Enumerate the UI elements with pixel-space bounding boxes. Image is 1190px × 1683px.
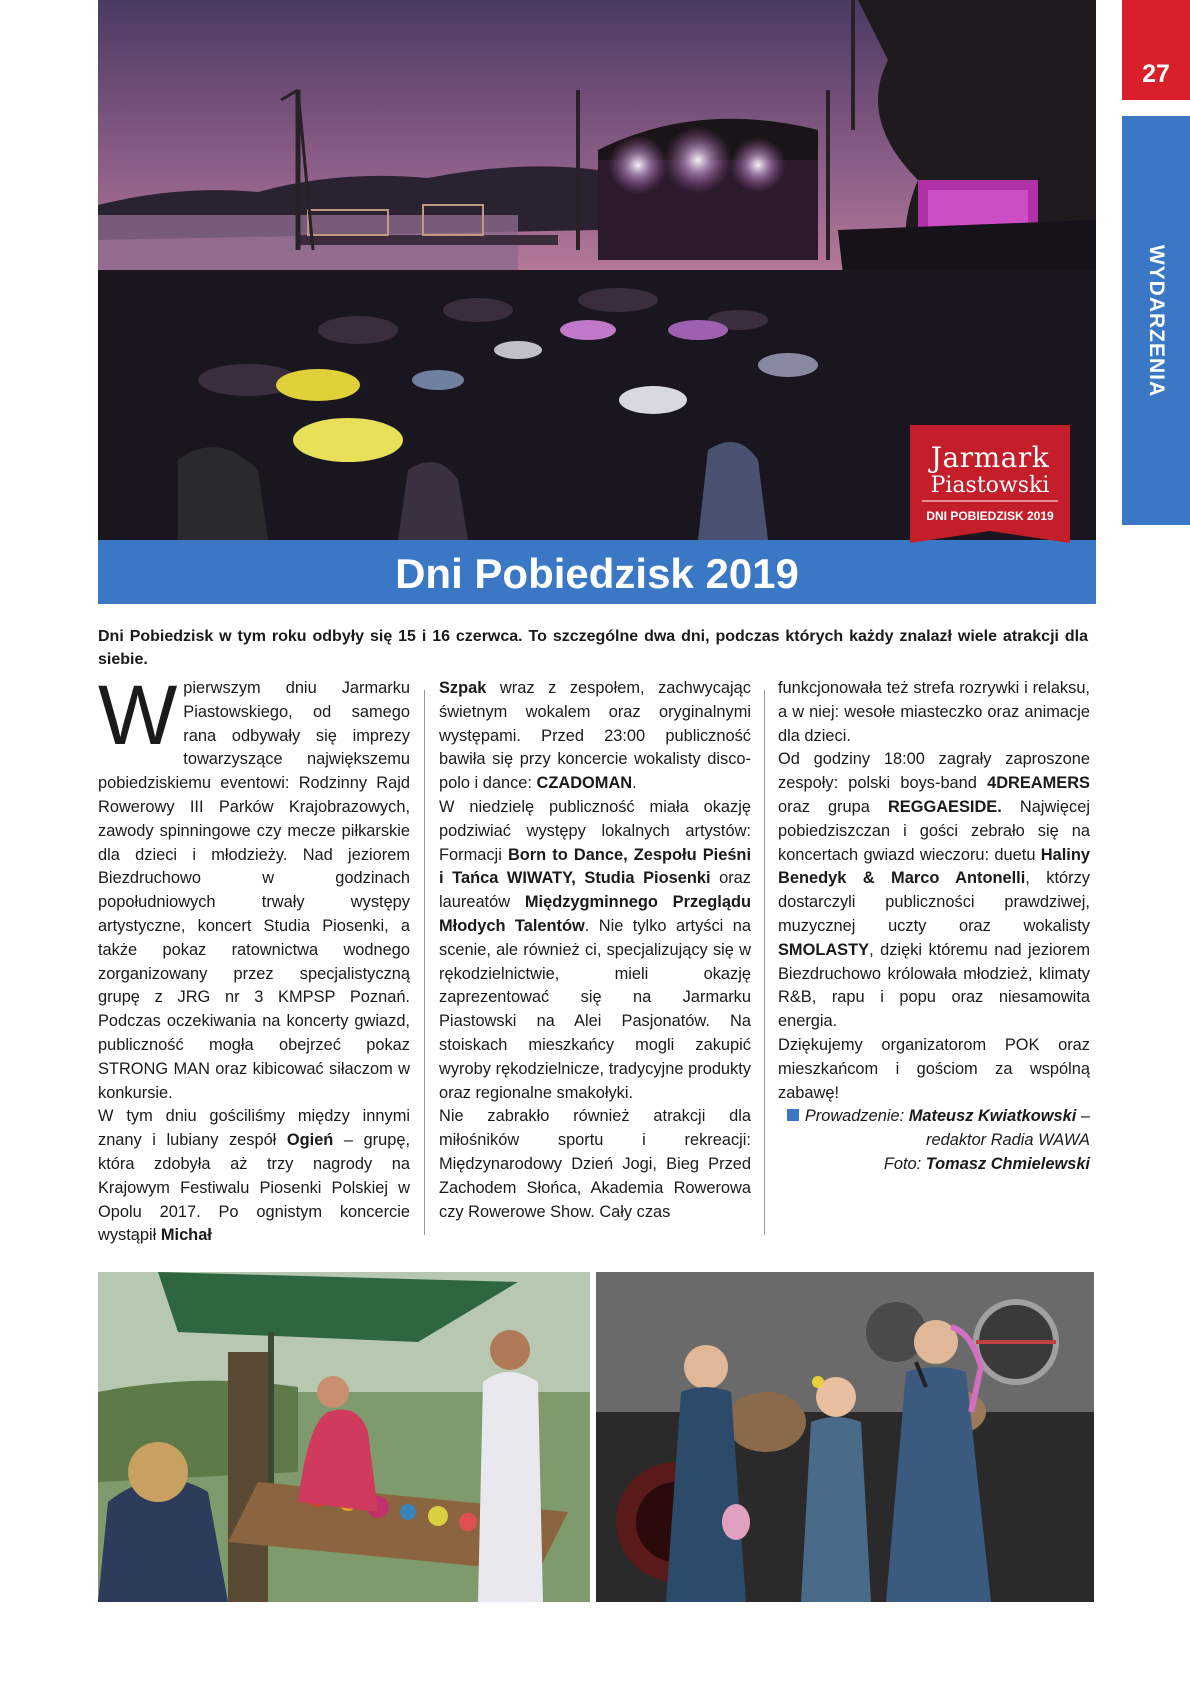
column-divider (764, 690, 765, 1235)
text: , dzięki któremu nad jeziorem Biezdruchowo królowała młodzież, klimaty R&B, rapu i popu oraz niesamowita energia. (778, 940, 1090, 1031)
paragraph: Dziękujemy organizatorom POK oraz mieszkańcom i gościom za wspólną zabawę! (778, 1035, 1090, 1102)
text: Od godziny 18:00 zagrały zaproszone zespoły: polski boys-band (778, 750, 1090, 793)
article-column-3 (778, 677, 1090, 1177)
article-title: Dni Pobiedzisk 2019 (395, 550, 799, 597)
group-names: Born to Dance, Zespołu Pieśni i Tańca WIWATY, Studia Piosenki (439, 845, 751, 888)
square-bullet-icon (787, 1109, 799, 1121)
contest-name: Międzygminnego Przeglądu Młodych Talentów (439, 893, 751, 935)
credit-label: Prowadzenie: (804, 1107, 909, 1126)
paragraph (778, 748, 1090, 1034)
artist-name: SMOLASTY (778, 940, 870, 959)
band-name: Ogień (286, 1131, 334, 1150)
text: wraz z zespołem, zachwycając świetnym wokalem oraz oryginalnymi występami. Przed 23:00 publiczność bawiła się przy koncercie wokalisty disco-polo i dance: (439, 679, 751, 793)
text: . Nie tylko artyści na scenie, ale również ci, specjalizujący się w rękodzielnictwie, mieli okazję zaprezentować się na Jarmarku Piastowski na Alei Pasjonatów. Na stoiskach mieszkańcy mogli zakupić wyroby rękodzielnicze, tradycyjne produkty oraz regionalne smakołyki. (439, 916, 752, 1102)
band-name: 4DREAMERS (987, 774, 1090, 793)
column-divider (424, 690, 425, 1235)
paragraph (98, 1105, 410, 1248)
text: oraz laureatów (439, 869, 751, 912)
photo-children-singers (596, 1272, 1094, 1602)
text: oraz grupa (778, 797, 888, 816)
artist-name: Szpak (439, 679, 487, 697)
text: Najwięcej pobiedziszczan i gości zebrało się na koncertach gwiazd wieczoru: duetu (778, 797, 1090, 864)
text: – (1076, 1107, 1090, 1126)
author-role: redaktor Radia WAWA (926, 1131, 1090, 1150)
jarmark-piastowski-logo (910, 425, 1070, 555)
text: . (632, 774, 637, 793)
artist-name: Haliny Benedyk & Marco Antonelli (778, 845, 1090, 888)
article-column-2 (439, 677, 751, 1224)
text: , którzy dostarczyli publiczności prawdziwej, muzycznej uczty oraz wokalisty (778, 869, 1090, 935)
badge-line3: DNI POBIEDZISK 2019 (926, 509, 1054, 523)
paragraph (439, 677, 751, 796)
credit-label: Foto: (883, 1154, 926, 1173)
lead-paragraph: Dni Pobiedzisk w tym roku odbyły się 15 i 16 czerwca. To szczególne dwa dni, podczas których każdy znalazł wiele atrakcji dla siebie. (98, 628, 1088, 668)
paragraph: funkcjonowała też strefa rozrywki i relaksu, a w niej: wesołe miasteczko oraz animacje dla dzieci. (778, 679, 1090, 745)
article-column-1 (98, 668, 411, 1248)
band-name: REGGAESIDE. (887, 797, 1002, 816)
paragraph-text: pierwszym dniu Jarmarku Piastowskiego, od samego rana odbywały się imprezy towarzyszące największemu pobiedziskiemu eventowi: Rodzinny Rajd Rowerowy III Parków Krajobrazowych, zawody spinningowe czy mecze piłkarskie dla dzieci i młodzieży. Nad jeziorem Biezdruchowo w godzinach popołudniowych trwały występy artystyczne, koncert Studia Piosenki, a także pokaz ratownictwa wodnego zorganizowany przez specjalistyczną grupę z JRG nr 3 KMPSP Poznań. Podczas oczekiwania na koncerty gwiazd, publiczność mogła obejrzeć pokaz STRONG MAN oraz kibicować siłaczom w konkursie. (98, 679, 410, 1102)
paragraph (439, 796, 751, 1105)
photographer-name: Tomasz Chmielewski (925, 1154, 1090, 1173)
paragraph (98, 668, 410, 1105)
drop-cap: W (98, 668, 178, 762)
text: W tym dniu gościliśmy między innymi znany i lubiany zespół (98, 1107, 410, 1150)
page-number: 27 (1142, 60, 1170, 88)
section-label: WYDARZENIA (1145, 244, 1168, 397)
section-tab (1122, 116, 1190, 525)
page-number-tab (1122, 0, 1190, 100)
text: – grupę, która zdobyła aż trzy nagrody na Krajowym Festiwalu Piosenki Polskiej w Opolu 2017. Po ognistym koncercie wystąpił (98, 1131, 411, 1245)
author-credit (778, 1105, 1090, 1176)
text: W niedzielę publiczność miała okazję podziwiać występy lokalnych artystów: Formacji (439, 797, 751, 864)
author-name: Mateusz Kwiatkowski (908, 1107, 1077, 1126)
paragraph: Nie zabrakło również atrakcji dla miłośników sportu i rekreacji: Międzynarodowy Dzień Jogi, Bieg Przed Zachodem Słońca, Akademia Rowerowa czy Rowerowe Show. Cały czas (439, 1107, 751, 1221)
artist-name: CZADOMAN (536, 774, 633, 793)
artist-name: Michał (160, 1226, 212, 1245)
photo-craft-stand (98, 1272, 590, 1602)
badge-line1: Jarmark (930, 441, 1050, 474)
badge-line2: Piastowski (930, 473, 1050, 498)
